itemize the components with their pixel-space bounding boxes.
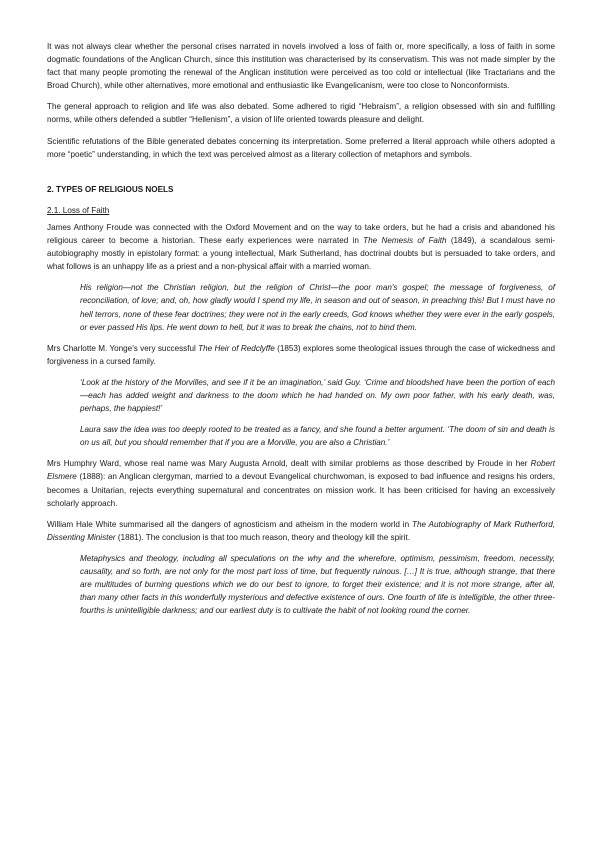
subsection-heading: 2.1. Loss of Faith (47, 205, 110, 215)
froude-text-b: (1849), a scandalous semi-autobiography mostly in epistolary format: a young intellectual, Mark Sutherland, has doctrinal doubts but is persuaded to take orders, and what follows is an unhappy life as a priest and a non-physical affair with a married woman. (47, 236, 555, 272)
yonge-text-a: Mrs Charlotte M. Yonge's very successful (47, 343, 199, 353)
intro-paragraph-3: Scientific refutations of the Bible generated debates concerning its interpretation. Some preferred a literal approach while others adopted a more “poetic” understanding, in which the text was perceived almost as a literary collection of metaphors and symbols. (47, 136, 555, 159)
ward-paragraph (47, 457, 555, 509)
froude-book-title: The Nemesis of Faith (363, 236, 447, 246)
ward-text-b: (1888): an Anglican clergyman, married to a devout Evangelical churchwoman, is exposed to bad influence and resigns his orders, becomes a Unitarian, rejects everything supernatural and concentrates on mission work. It has been criticised for having an excessively scholarly approach. (47, 472, 555, 508)
white-text-b: (1881). The conclusion is that too much reason, theory and theology kill the spirit. (115, 532, 410, 542)
froude-quote: His religion—not the Christian religion, but the religion of Christ—the poor man's gospel; the message of forgiveness, of reconciliation, of love; and, oh, how gladly would I spend my life, in season and out of season, in preaching this! But I must have no hell terrors, none of these fear doctrines; they were not in the early creeds, God knows whether they were ever in the early gospels, or ever passed His lips. He went down to hell, but it was to break the chains, not to bind them. (80, 283, 555, 332)
intro-paragraph-1: It was not always clear whether the personal crises narrated in novels involved a loss of faith or, more specifically, a loss of faith in some dogmatic foundations of the Anglican Church, since this institution was characterised by its conservatism. This was not made simpler by the fact that many people promoting the renewal of the Anglican institution were perceived as too cold or intellectual (like Tractarians and the Broad Church), while other alternatives, more emotional and enthusiastic like Evangelicanism, were too close to Nonconformists. (47, 42, 555, 91)
yonge-paragraph (47, 342, 555, 368)
ward-book-title: Robert Elsmere (47, 459, 555, 482)
froude-paragraph (47, 221, 555, 273)
white-text-a: William Hale White summarised all the dangers of agnosticism and atheism in the modern world in (47, 519, 412, 529)
document-body (47, 40, 555, 625)
froude-text-a: James Anthony Froude was connected with the Oxford Movement and on the way to take orders, but he had a crisis and abandoned his religious career to become a historian. These early experiences were narrated in (47, 222, 555, 246)
section-heading: 2. TYPES OF RELIGIOUS NOELS (47, 184, 174, 194)
ward-text-a: Mrs Humphry Ward, whose real name was Mary Augusta Arnold, dealt with similar problems as those described by Froude in her (47, 459, 531, 469)
yonge-quote-2: Laura saw the idea was too deeply rooted to be treated as a fancy, and she found a better argument. ‘The doom of sin and death is on us all, but you should remember that if you are a Morville, you are also a Christian.’ (80, 425, 555, 448)
white-quote: Metaphysics and theology, including all speculations on the why and the wherefore, optimism, pessimism, freedom, necessity, causality, and so forth, are not only for the most part loss of time, but frequently ruinous. […] It is true, although strange, that there are multitudes of burning questions which we do our best to ignore, to forget their existence; and it is not more strange, after all, than many other facts in this wonderfully mysterious and defective existence of ours. One fourth of life is intelligible, the other three-fourths is unintelligible darkness; and our earliest duty is to cultivate the habit of not looking round the corner. (80, 553, 555, 616)
yonge-quote-1: ‘Look at the history of the Morvilles, and see if it be an imagination,’ said Guy. ‘Crime and bloodshed have been the portion of each—each has added weight and darkness to the doom which he had handed on. My own poor father, with his early death, was, perhaps, the happiest!’ (80, 377, 555, 414)
yonge-book-title: The Heir of Redclyffe (198, 343, 275, 353)
white-book-title: The Autobiography of Mark Rutherford, Dissenting Minister (47, 519, 555, 542)
intro-paragraph-2: The general approach to religion and life was also debated. Some adhered to rigid “Hebraism”, a religion obsessed with sin and fulfilling norms, while others defended a subtler “Hellenism”, a vision of life oriented towards pleasure and delight. (47, 102, 555, 125)
yonge-text-b: (1853) explores some theological issues through the case of wickedness and forgiveness in a cursed family. (47, 343, 555, 366)
white-paragraph (47, 518, 555, 544)
